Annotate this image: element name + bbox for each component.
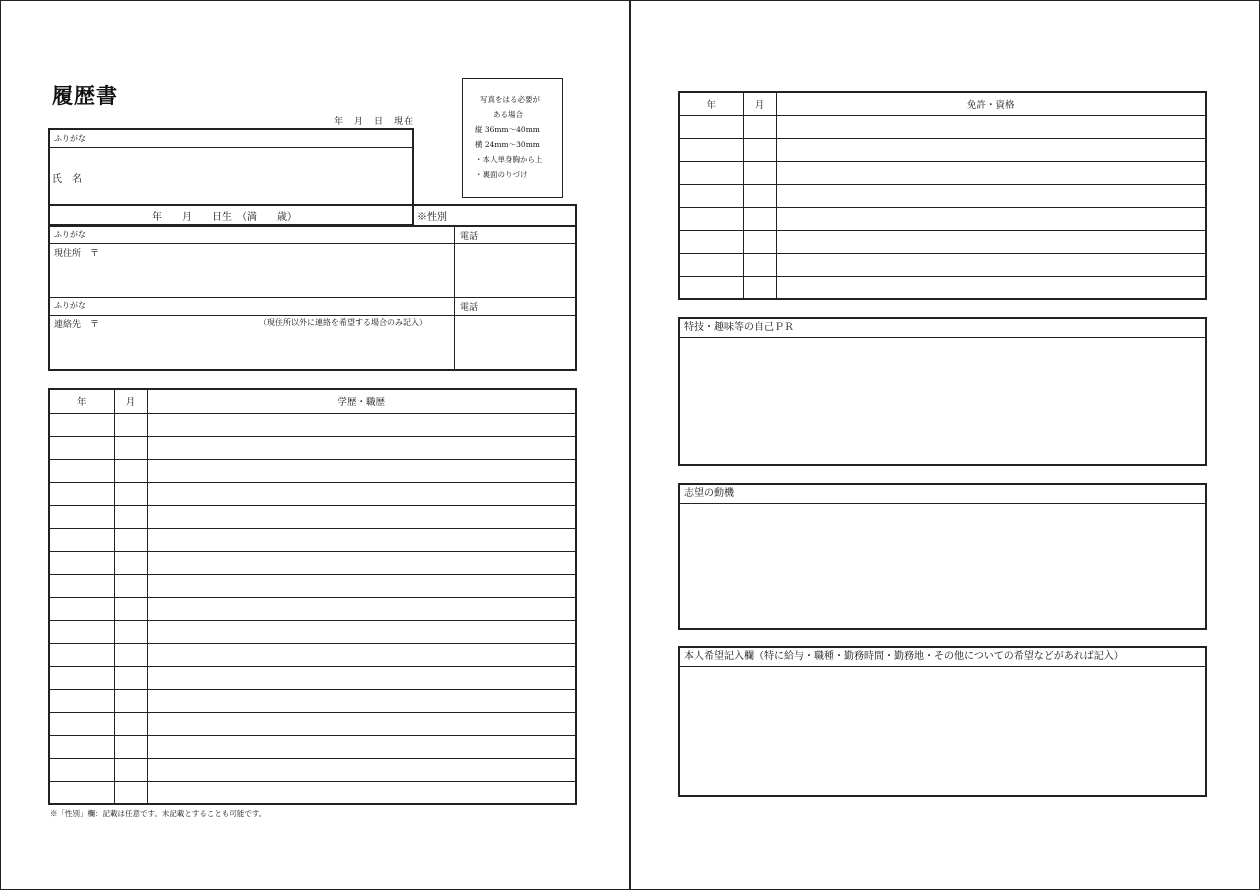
year-cell[interactable] <box>49 689 114 712</box>
month-header: 月 <box>114 389 147 413</box>
table-row <box>49 413 576 436</box>
furigana-label: ふりがな <box>54 134 86 143</box>
year-cell[interactable] <box>49 643 114 666</box>
entry-cell[interactable] <box>147 482 576 505</box>
month-cell[interactable] <box>743 207 776 230</box>
table-row <box>679 276 1206 299</box>
month-cell[interactable] <box>114 643 147 666</box>
table-row <box>49 574 576 597</box>
contact-phone-field[interactable] <box>457 318 572 368</box>
wish-field[interactable] <box>680 667 1205 794</box>
year-cell[interactable] <box>679 138 743 161</box>
table-row <box>679 253 1206 276</box>
phone-label: 電話 <box>460 303 479 313</box>
rule <box>49 243 576 244</box>
entry-cell[interactable] <box>776 230 1206 253</box>
entry-cell[interactable] <box>776 115 1206 138</box>
address-label: 現住所 〒 <box>54 249 100 259</box>
month-cell[interactable] <box>114 413 147 436</box>
table-row <box>679 161 1206 184</box>
wish-label: 本人希望記入欄（特に給与・職種・勤務時間・勤務地・その他についての希望などがあれば記入） <box>680 648 1205 667</box>
table-row <box>49 597 576 620</box>
photo-note-line: ある場合 <box>493 110 523 119</box>
table-row <box>49 459 576 482</box>
entry-cell[interactable] <box>147 459 576 482</box>
date-line: 年 月 日 現在 <box>334 117 415 127</box>
entry-cell[interactable] <box>776 161 1206 184</box>
table-row <box>49 689 576 712</box>
year-cell[interactable] <box>679 230 743 253</box>
year-header: 年 <box>49 389 114 413</box>
self-pr-label: 特技・趣味等の自己ＰＲ <box>680 319 1205 338</box>
birth-row <box>48 204 577 227</box>
photo-note-line: ・裏面のりづけ <box>475 170 528 179</box>
page-divider <box>629 0 631 890</box>
table-row <box>679 184 1206 207</box>
furigana-label: ふりがな <box>54 230 86 239</box>
table-row <box>49 712 576 735</box>
year-cell[interactable] <box>49 758 114 781</box>
month-cell[interactable] <box>114 712 147 735</box>
year-cell[interactable] <box>49 666 114 689</box>
name-field[interactable] <box>90 150 410 202</box>
month-cell[interactable] <box>743 161 776 184</box>
entry-cell[interactable] <box>147 666 576 689</box>
motive-label: 志望の動機 <box>680 485 1205 504</box>
rule <box>412 205 413 226</box>
year-cell[interactable] <box>679 115 743 138</box>
year-cell[interactable] <box>679 207 743 230</box>
month-cell[interactable] <box>114 505 147 528</box>
month-cell[interactable] <box>114 436 147 459</box>
table-row <box>679 115 1206 138</box>
entry-cell[interactable] <box>147 620 576 643</box>
entry-cell[interactable] <box>147 689 576 712</box>
contact-note: （現住所以外に連絡を希望する場合のみ記入） <box>259 318 427 327</box>
license-header: 免許・資格 <box>776 92 1206 115</box>
month-cell[interactable] <box>114 551 147 574</box>
entry-cell[interactable] <box>147 528 576 551</box>
year-cell[interactable] <box>49 735 114 758</box>
entry-cell[interactable] <box>147 574 576 597</box>
month-cell[interactable] <box>114 482 147 505</box>
year-cell[interactable] <box>679 184 743 207</box>
rule <box>49 147 413 148</box>
entry-cell[interactable] <box>776 207 1206 230</box>
table-row <box>49 758 576 781</box>
resume-title: 履歴書 <box>52 83 118 108</box>
year-cell[interactable] <box>49 459 114 482</box>
month-cell[interactable] <box>114 781 147 804</box>
table-row <box>49 482 576 505</box>
table-row <box>679 230 1206 253</box>
photo-box[interactable] <box>462 78 563 198</box>
entry-cell[interactable] <box>147 551 576 574</box>
year-cell[interactable] <box>49 781 114 804</box>
month-cell[interactable] <box>743 230 776 253</box>
furigana-label: ふりがな <box>54 301 86 310</box>
month-cell[interactable] <box>114 459 147 482</box>
month-cell[interactable] <box>114 597 147 620</box>
month-header: 月 <box>743 92 776 115</box>
month-cell[interactable] <box>743 276 776 299</box>
year-cell[interactable] <box>679 161 743 184</box>
year-cell[interactable] <box>49 551 114 574</box>
entry-cell[interactable] <box>147 436 576 459</box>
contact-label: 連絡先 〒 <box>54 320 100 330</box>
year-header: 年 <box>679 92 743 115</box>
month-cell[interactable] <box>114 689 147 712</box>
year-cell[interactable] <box>49 413 114 436</box>
footnote: ※「性別」欄：記載は任意です。未記載とすることも可能です。 <box>50 809 267 818</box>
year-cell[interactable] <box>49 436 114 459</box>
month-cell[interactable] <box>743 184 776 207</box>
table-row <box>49 551 576 574</box>
entry-cell[interactable] <box>147 505 576 528</box>
entry-cell[interactable] <box>776 276 1206 299</box>
motive-section <box>678 483 1207 630</box>
table-row <box>679 138 1206 161</box>
table-row <box>49 436 576 459</box>
photo-note-line: 横 24mm〜30mm <box>475 140 540 149</box>
table-header-row <box>49 389 576 413</box>
self-pr-field[interactable] <box>680 338 1205 463</box>
table-row <box>49 735 576 758</box>
year-cell[interactable] <box>49 712 114 735</box>
month-cell[interactable] <box>114 735 147 758</box>
wish-section <box>678 646 1207 797</box>
phone-field[interactable] <box>457 246 572 294</box>
entry-cell[interactable] <box>776 253 1206 276</box>
contact-field[interactable] <box>120 330 450 368</box>
rule <box>454 226 455 370</box>
address-field[interactable] <box>120 246 450 294</box>
year-cell[interactable] <box>49 482 114 505</box>
entry-cell[interactable] <box>776 138 1206 161</box>
entry-cell[interactable] <box>147 597 576 620</box>
table-row <box>49 781 576 804</box>
table-row <box>49 620 576 643</box>
table-row <box>679 207 1206 230</box>
month-cell[interactable] <box>114 666 147 689</box>
photo-note-line: 写真をはる必要が <box>480 95 540 104</box>
year-cell[interactable] <box>49 528 114 551</box>
gender-field[interactable]: ※性別 <box>417 212 447 223</box>
month-cell[interactable] <box>114 528 147 551</box>
entry-cell[interactable] <box>147 758 576 781</box>
birth-date-field[interactable]: 年 月 日生 （満 歳） <box>152 212 297 223</box>
month-cell[interactable] <box>114 620 147 643</box>
year-cell[interactable] <box>679 253 743 276</box>
license-table <box>678 91 1207 300</box>
year-cell[interactable] <box>679 276 743 299</box>
rule <box>49 297 576 298</box>
phone-label: 電話 <box>460 232 479 242</box>
year-cell[interactable] <box>49 597 114 620</box>
month-cell[interactable] <box>743 138 776 161</box>
entry-cell[interactable] <box>147 781 576 804</box>
motive-field[interactable] <box>680 504 1205 627</box>
history-header: 学歴・職歴 <box>147 389 576 413</box>
month-cell[interactable] <box>114 574 147 597</box>
entry-cell[interactable] <box>147 735 576 758</box>
table-row <box>49 666 576 689</box>
table-row <box>49 505 576 528</box>
photo-note-line: ・本人単身胸から上 <box>475 155 543 164</box>
entry-cell[interactable] <box>147 712 576 735</box>
month-cell[interactable] <box>743 115 776 138</box>
entry-cell[interactable] <box>147 413 576 436</box>
self-pr-section <box>678 317 1207 466</box>
photo-note-line: 縦 36mm〜40mm <box>475 125 540 134</box>
table-row <box>49 643 576 666</box>
history-table <box>48 388 577 805</box>
table-header-row <box>679 92 1206 115</box>
entry-cell[interactable] <box>147 643 576 666</box>
year-cell[interactable] <box>49 505 114 528</box>
year-cell[interactable] <box>49 620 114 643</box>
name-label: 氏 名 <box>52 174 82 185</box>
year-cell[interactable] <box>49 574 114 597</box>
month-cell[interactable] <box>743 253 776 276</box>
month-cell[interactable] <box>114 758 147 781</box>
entry-cell[interactable] <box>776 184 1206 207</box>
table-row <box>49 528 576 551</box>
rule <box>49 315 576 316</box>
